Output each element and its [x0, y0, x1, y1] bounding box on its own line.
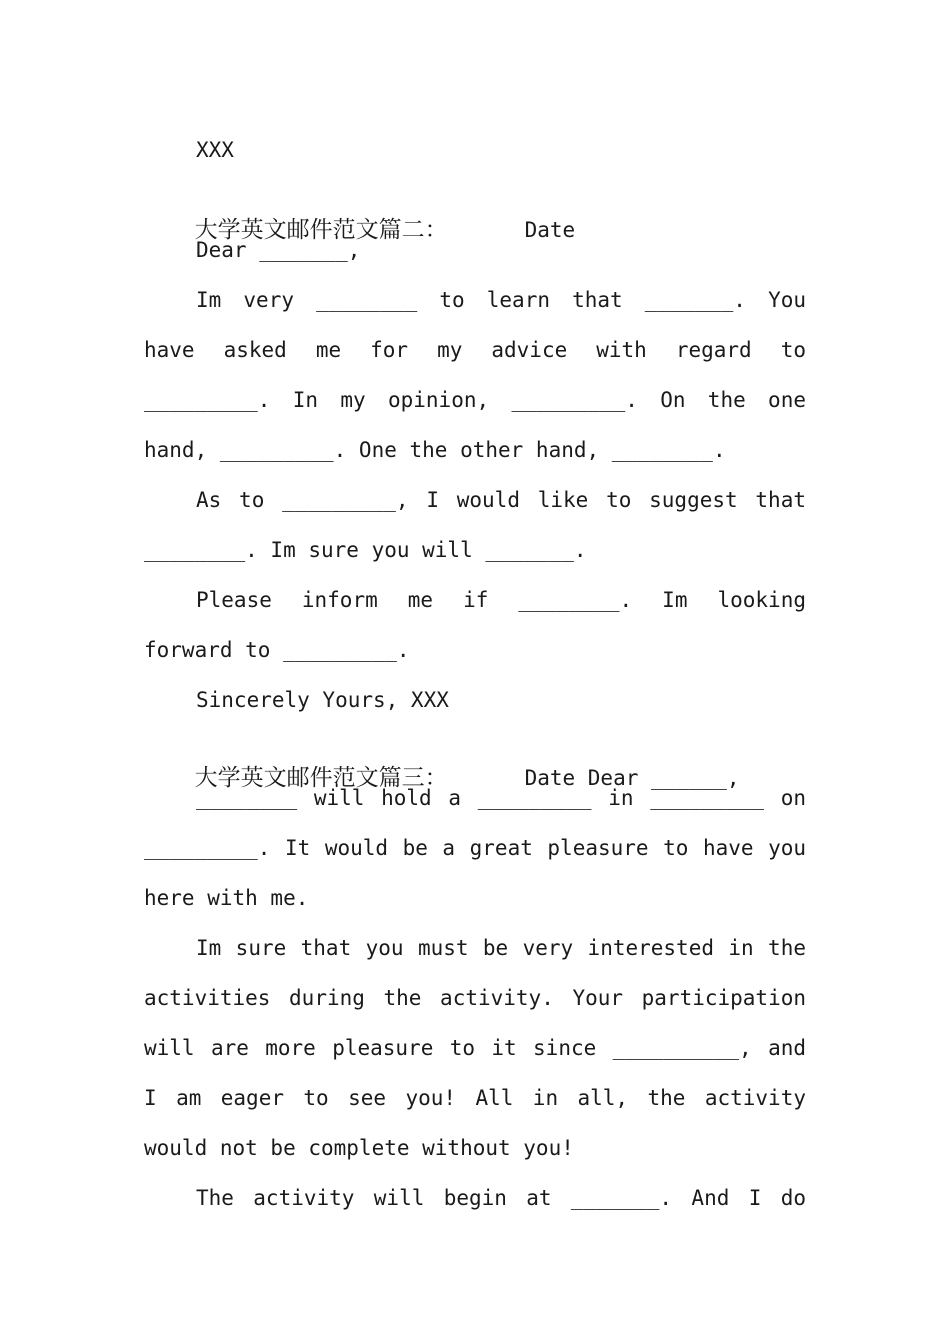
body-line: I am eager to see you! All in all, the activity	[144, 1086, 806, 1110]
section-heading-two	[144, 185, 806, 243]
closing: Sincerely Yours, XXX	[196, 688, 449, 712]
signature-placeholder: XXX	[196, 138, 234, 162]
body-line: _________. It would be a great pleasure to have you	[144, 836, 806, 860]
section-heading-three	[144, 733, 806, 791]
body-line: would not be complete without you!	[144, 1136, 574, 1160]
body-line: Im very ________ to learn that _______. You	[196, 288, 806, 312]
body-line: As to _________, I would like to suggest that	[196, 488, 806, 512]
body-line: activities during the activity. Your participation	[144, 986, 806, 1010]
section-heading-two-label: 大学英文邮件范文篇二：	[194, 217, 448, 243]
date-placeholder: Date	[524, 218, 576, 242]
body-line: ________. Im sure you will _______.	[144, 538, 587, 562]
body-line: _________. In my opinion, _________. On the one	[144, 388, 806, 412]
body-line: hand, _________. One the other hand, ________.	[144, 438, 726, 462]
date-salutation: Date Dear ______,	[524, 766, 740, 790]
body-line: have asked me for my advice with regard to	[144, 338, 806, 362]
body-line: The activity will begin at _______. And I do	[196, 1186, 806, 1210]
body-line: here with me.	[144, 886, 309, 910]
salutation: Dear _______,	[196, 238, 361, 262]
section-heading-three-label: 大学英文邮件范文篇三：	[194, 765, 448, 791]
body-line: Please inform me if ________. Im looking	[196, 588, 806, 612]
body-line: forward to _________.	[144, 638, 410, 662]
body-line: ________ will hold a _________ in _________ on	[196, 786, 806, 810]
body-line: Im sure that you must be very interested in the	[196, 936, 806, 960]
body-line: will are more pleasure to it since __________, and	[144, 1036, 806, 1060]
